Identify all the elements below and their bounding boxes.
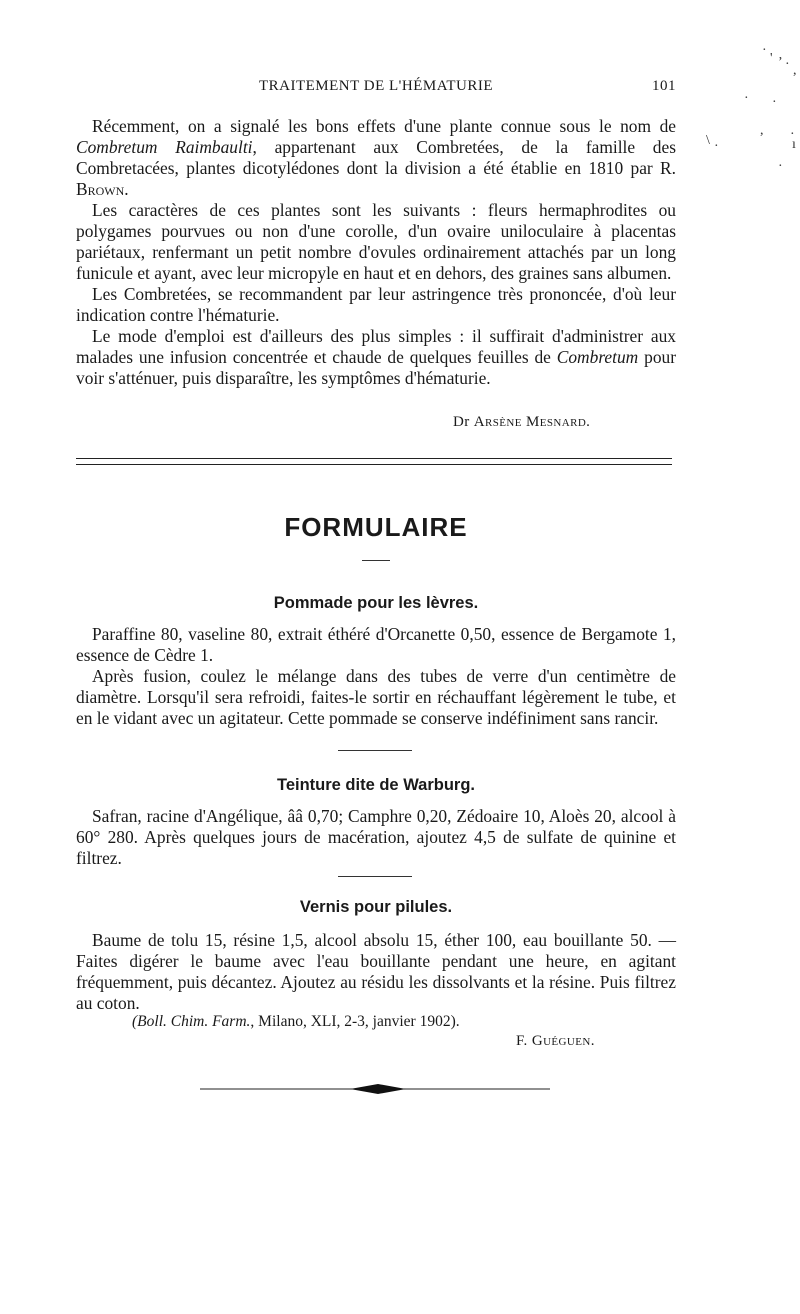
recipe-body	[76, 930, 676, 1014]
section-title: FORMULAIRE	[284, 512, 468, 542]
recipe-title: Teinture dite de Warburg.	[276, 776, 475, 794]
recipe-separator	[338, 750, 412, 751]
recipe-paragraph: Baume de tolu 15, résine 1,5, alcool absolu 15, éther 100, eau bouillante 50. — Faites digérer le baume avec l'eau bouillante pendant une heure, en agitant fréquemment, puis décantez. Ajoutez au résidu les dissolvants et la résine. Puis filtrez au coton.	[76, 930, 676, 1013]
article-body	[76, 116, 676, 389]
ornament-diamond	[350, 1084, 406, 1094]
section-divider-top	[76, 458, 672, 459]
recipe-body	[76, 624, 676, 729]
article-paragraph: Les Combretées, se recommandent par leur astringence très prononcée, d'où leur indication contre l'hématurie.	[76, 284, 676, 325]
page-number: 101	[652, 78, 676, 94]
source-citation: (Boll. Chim. Farm., Milano, XLI, 2-3, janvier 1902).	[132, 1013, 460, 1030]
recipe-paragraph: Paraffine 80, vaseline 80, extrait éthéré d'Orcanette 0,50, essence de Bergamote 1, essence de Cèdre 1.	[76, 624, 676, 665]
recipe-paragraph: Après fusion, coulez le mélange dans des tubes de verre d'un centimètre de diamètre. Lorsqu'il sera refroidi, faites-le sortir en réchauffant légèrement le tube, et en le vidant avec un agitateur. Cette pommade se conserve indéfiniment sans rancir.	[76, 666, 676, 728]
title-rule	[362, 560, 390, 561]
recipe-body	[76, 806, 676, 869]
recipe-paragraph: Safran, racine d'Angélique, ââ 0,70; Camphre 0,20, Zédoaire 10, Aloès 20, alcool à 60° 280. Après quelques jours de macération, ajoutez 4,5 de sulfate de quinine et filtrez.	[76, 806, 676, 868]
article-paragraph: Le mode d'emploi est d'ailleurs des plus simples : il suffirait d'administrer aux malades une infusion concentrée et chaude de quelques feuilles de Combretum pour voir s'atténuer, puis disparaître, les symptômes d'hématurie.	[76, 326, 677, 388]
article-paragraph: Les caractères de ces plantes sont les suivants : fleurs hermaphrodites ou polygames pourvues ou non d'une corolle, d'un ovaire uniloculaire à placentas pariétaux, renfermant un petit nombre d'ovules ordinairement attachés par un long funicule et ayant, avec leur micropyle en haut et en dehors, des graines sans albumen.	[76, 200, 676, 283]
article-signature: Dr Arsène Mesnard.	[453, 414, 591, 430]
article-paragraph: Récemment, on a signalé les bons effets d'une plante connue sous le nom de Combretum Raimbaulti, appartenant aux Combretées, de la famille des Combretacées, plantes dicotylédones dont la division a été établie en 1810 par R. Brown.	[76, 116, 676, 199]
section-divider-bottom	[76, 464, 672, 465]
recipe-title: Pommade pour les lèvres.	[273, 594, 479, 612]
recipe-separator	[338, 876, 412, 877]
recipe-signature: F. Guéguen.	[516, 1033, 595, 1049]
recipe-title: Vernis pour pilules.	[299, 898, 453, 916]
margin-specks: · ' ʼ · , · · , · \ · ı ·	[706, 43, 797, 174]
running-head	[76, 78, 676, 100]
end-ornament	[200, 1083, 550, 1095]
running-title: TRAITEMENT DE L'HÉMATURIE	[258, 78, 494, 94]
